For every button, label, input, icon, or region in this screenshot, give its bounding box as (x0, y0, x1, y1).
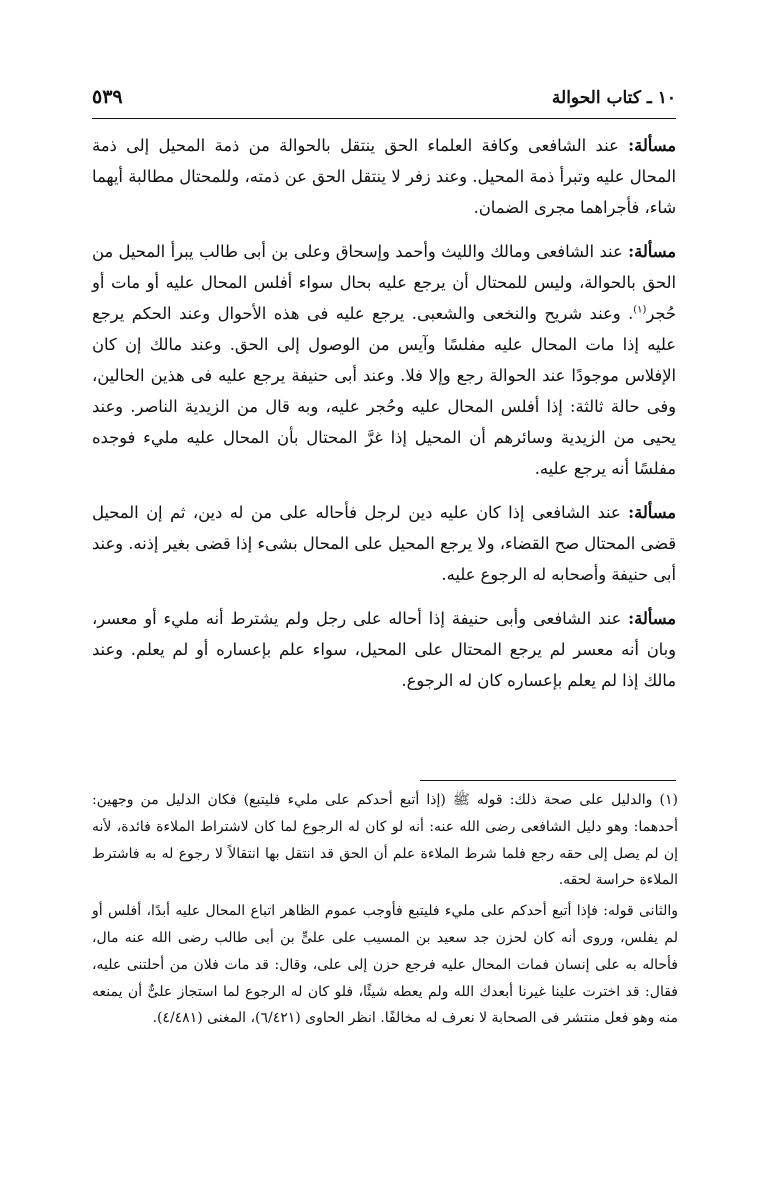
chapter-title: ١٠ ـ كتاب الحوالة (551, 88, 676, 108)
issue-label: مسألة: (628, 609, 676, 628)
running-header (92, 86, 676, 114)
page-number: ٥٣٩ (92, 86, 123, 108)
header-divider (92, 118, 676, 119)
issue-label: مسألة: (628, 503, 676, 522)
paragraph-1 (92, 130, 676, 223)
footnote-1-continued: والثانى قوله: فإذا أتبع أحدكم على مليء فليتبع فأوجب عموم الظاهر اتباع المحال عليه أبدًا، أفلس أو لم يفلس، وروى أنه كان لحزن جد سعيد بن المسيب على علىٍّ بن أبى طالب رضى الله عنه مال، فأحاله به على إنسان فمات المحال عليه فرجع حزن إلى على، وقال: قد مات فلان من أحلتنى عليه، فقال: قد اخترت علينا غيرنا أبعدك الله ولم يعطه شيئًا، فلو كان له الرجوع لما استجاز علىٌّ أن يمنعه منه وهو فعل منتشر فى الصحابة لا نعرف له مخالفًا. انظر الحاوى (٦/٤٢١)، المغنى (٤/٤٨١). (92, 903, 678, 1027)
paragraph-text: عند الشافعى وكافة العلماء الحق ينتقل بالحوالة من ذمة المحيل إلى ذمة المحال عليه وتبرأ ذمة المحيل. وعند زفر لا ينتقل الحق عن ذمته، وللمحتال مطالبة أيهما شاء، فأجراهما مجرى الضمان. (92, 136, 676, 217)
paragraph-2 (92, 236, 676, 484)
paragraph-3 (92, 497, 676, 590)
issue-label: مسألة: (628, 136, 676, 155)
paragraph-text: عند الشافعى وأبى حنيفة إذا أحاله على رجل ولم يشترط أنه مليء أو معسر، وبان أنه معسر لم يرجع المحتال على المحيل، سواء علم بإعساره أو لم يعلم. وعند مالك إذا لم يعلم بإعساره كان له الرجوع. (92, 609, 676, 690)
paragraph-text: عند الشافعى إذا كان عليه دين لرجل فأحاله على من له دين، ثم إن المحيل قضى المحتال صح القضاء، ولا يرجع المحيل على المحال بشىء إذا قضى بغير إذنه. وعند أبى حنيفة وأصحابه له الرجوع عليه. (92, 503, 676, 584)
issue-label: مسألة: (628, 242, 676, 261)
footnote-1: (١) والدليل على صحة ذلك: قوله ﷺ (إذا أتبع أحدكم على مليء فليتبع) فكان الدليل من وجهين: أحدهما: وهو دليل الشافعى رضى الله عنه: أنه لو كان له الرجوع لما كان لاشتراط الملاءة فائدة، لأنه إن لم يصل إلى حقه رجع فلما شرط الملاءة علم أن الحق قد انتقل بها انتقالاً لا رجوع له به فاشترط الملاءة حراسة لحقه. (92, 792, 678, 889)
footnote-divider (420, 780, 676, 781)
paragraph-text: عند الشافعى ومالك والليث وأحمد وإسحاق وعلى بن أبى طالب يبرأ المحيل من الحق بالحوالة، وليس للمحتال أن يرجع عليه بحال سواء أفلس المحال عليه أو مات أو حُجر (92, 242, 676, 323)
paragraph-4 (92, 603, 676, 696)
footnote-ref[interactable]: (١) (633, 304, 647, 316)
paragraph-text: . وعند شريح والنخعى والشعبى. يرجع عليه فى هذه الأحوال وعند الحكم يرجع عليه إذا مات المحال عليه مفلسًا وآيس من الوصول إلى الحق. وعند مالك إن كان الإفلاس موجودًا عند الحوالة رجع وإلا فلا. وعند أبى حنيفة يرجع عليه فى هذين الحالين، وفى حالة ثالثة: إذا أفلس المحال عليه وحُجر عليه، وبه قال من الزيدية الناصر. وعند يحيى من الزيدية وسائرهم أن المحيل إذا غرَّ المحتال بأن المحال عليه مليء فوجده مفلسًا أنه يرجع عليه. (92, 304, 676, 478)
main-text (92, 130, 676, 709)
footnotes (92, 787, 678, 1036)
